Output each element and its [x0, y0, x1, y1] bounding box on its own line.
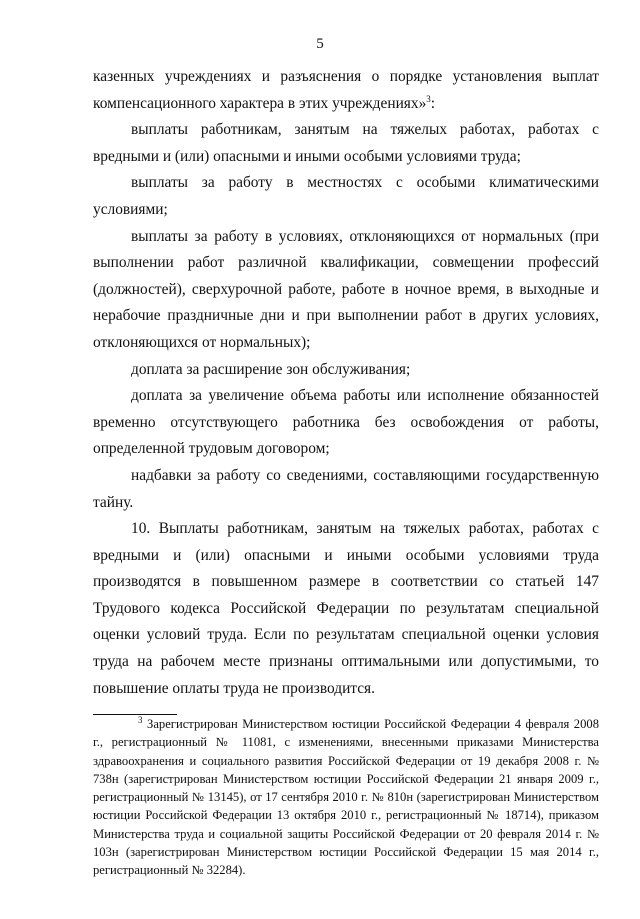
intro-tail: : — [430, 94, 436, 112]
body-text — [93, 64, 599, 702]
footnote-reference: 3 — [426, 93, 431, 104]
intro-paragraph — [93, 64, 599, 117]
footnote-marker: 3 — [138, 714, 143, 725]
footnote — [93, 715, 599, 880]
paragraph-10: 10. Выплаты работникам, занятым на тяжелых работах, работах с вредными и (или) опасными и иными особыми условиями труда производятся в повышенном размере в соответствии со статьей 147 Трудового кодекса Российской Федерации по результатам специальной оценки условий труда. Если по результатам специальной оценки условия труда на рабочем месте признаны оптимальными или допустимыми, то повышение оплаты труда не производится. — [93, 520, 599, 697]
list-item-service-zones: доплата за расширение зон обслуживания; — [131, 360, 411, 378]
footnote-text: Зарегистрирован Министерством юстиции Российской Федерации 4 февраля 2008 г., регистрационный № 11081, с изменениями, внесенными приказами Министерства здравоохранения и социального развития Российской Федерации от 19 декабря 2008 г. № 738н (зарегистрирован Министерством юстиции Российской Федерации 21 января 2009 г., регистрационный № 13145), от 17 сентября 2010 г. № 810н (зарегистрирован Министерством юстиции Российской Федерации 13 октября 2010 г., регистрационный № 18714), приказом Министерства труда и социальной защиты Российской Федерации от 20 февраля 2014 г. № 103н (зарегистрирован Министерством юстиции Российской Федерации 15 мая 2014 г., регистрационный № 32284). — [93, 717, 599, 878]
list-item-hazardous-work: выплаты работникам, занятым на тяжелых работах, работах с вредными и (или) опасными и иными особыми условиями труда; — [93, 121, 599, 165]
list-item-climatic-conditions: выплаты за работу в местностях с особыми климатическими условиями; — [93, 174, 599, 218]
list-item-state-secret: надбавки за работу со сведениями, составляющими государственную тайну. — [93, 466, 599, 511]
intro-text: казенных учреждениях и разъяснения о порядке установления выплат компенсационного характера в этих учреждениях» — [93, 68, 599, 112]
list-item-increased-workload: доплата за увеличение объема работы или исполнение обязанностей временно отсутствующего работника без освобождения от работы, определенной трудовым договором; — [93, 387, 599, 458]
page-number: 5 — [316, 36, 324, 52]
list-item-abnormal-conditions: выплаты за работу в условиях, отклоняющихся от нормальных (при выполнении работ различной квалификации, совмещении профессий (должностей), сверхурочной работе, работе в ночное время, в выходные и нерабочие праздничные дни и при выполнении работ в других условиях, отклоняющихся от нормальных); — [93, 227, 599, 351]
